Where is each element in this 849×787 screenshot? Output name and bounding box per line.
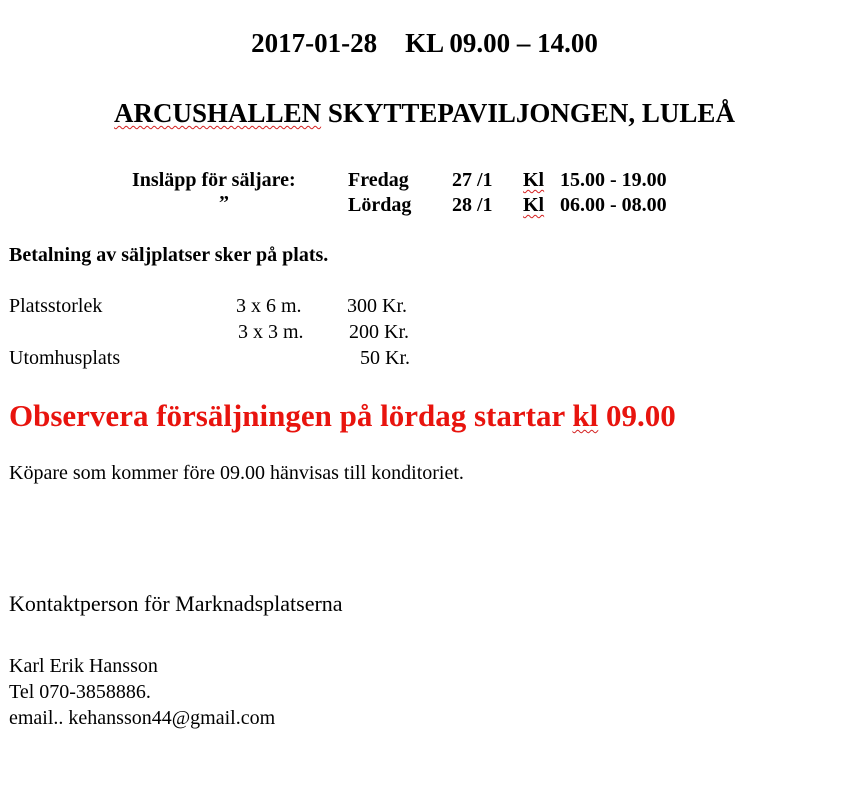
contact-phone: Tel 070-3858886. — [9, 681, 151, 703]
venue-name-part1: ARCUSHALLEN — [114, 98, 322, 128]
entry-kl-1: Kl — [523, 169, 545, 191]
entry-kl-2: Kl — [523, 194, 545, 216]
event-time: KL 09.00 – 14.00 — [405, 28, 598, 58]
entry-hours-1: 15.00 - 19.00 — [560, 169, 667, 191]
price-label-3: Utomhusplats — [9, 347, 121, 369]
entry-label: Insläpp för säljare: — [132, 169, 296, 191]
contact-name: Karl Erik Hansson — [9, 655, 158, 677]
sale-start-notice — [9, 398, 676, 434]
event-date: 2017-01-28 — [251, 28, 378, 58]
buyers-note: Köpare som kommer före 09.00 hänvisas till konditoriet. — [9, 462, 464, 484]
entry-hours-2: 06.00 - 08.00 — [560, 194, 667, 216]
contact-email: email.. kehansson44@gmail.com — [9, 707, 276, 729]
notice-kl: kl — [572, 398, 599, 433]
entry-day-1: Fredag — [348, 169, 409, 191]
notice-prefix: Observera försäljningen på lördag startar — [9, 398, 573, 433]
price-size-2: 3 x 3 m. — [238, 321, 304, 343]
entry-ditto: ” — [219, 192, 229, 214]
price-label-1: Platsstorlek — [9, 295, 103, 317]
price-size-1: 3 x 6 m. — [236, 295, 302, 317]
notice-time: 09.00 — [598, 398, 676, 433]
payment-note: Betalning av säljplatser sker på plats. — [9, 244, 329, 266]
price-value-1: 300 Kr. — [347, 295, 407, 317]
venue-title — [0, 98, 849, 129]
event-date-time — [0, 28, 849, 59]
entry-date-1: 27 /1 — [452, 169, 493, 191]
venue-name-part2: SKYTTEPAVILJONGEN, LULEÅ — [327, 98, 735, 128]
contact-title: Kontaktperson för Marknadsplatserna — [9, 591, 343, 616]
entry-day-2: Lördag — [348, 194, 412, 216]
entry-date-2: 28 /1 — [452, 194, 493, 216]
price-value-3: 50 Kr. — [360, 347, 410, 369]
price-value-2: 200 Kr. — [349, 321, 409, 343]
